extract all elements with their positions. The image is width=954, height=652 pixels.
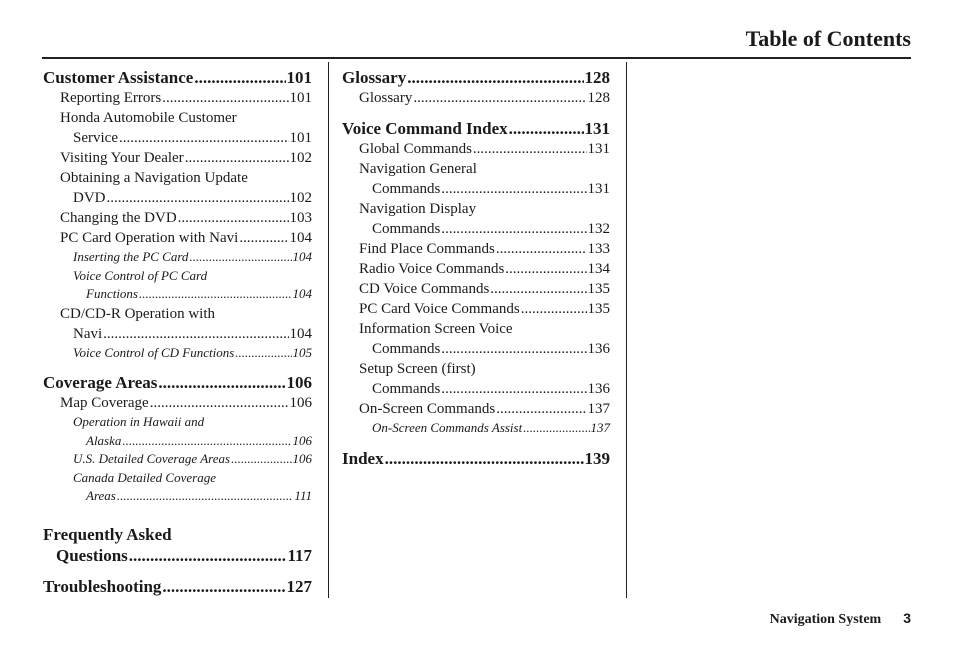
dot-leader: [139, 285, 292, 304]
toc-entry[interactable]: [43, 393, 312, 413]
dot-leader: [441, 379, 586, 399]
dot-leader: [473, 139, 587, 159]
toc-entry-title: Voice Command Index: [342, 119, 508, 138]
dot-leader: [239, 228, 288, 248]
toc-entry-page: 102: [289, 190, 312, 206]
toc-entry-title: Find Place Commands: [359, 241, 495, 257]
dot-leader: [509, 118, 584, 139]
toc-entry[interactable]: [43, 372, 312, 393]
toc-entry-title: Glossary: [359, 90, 413, 106]
dot-leader: [441, 219, 586, 239]
toc-entry-line: CD/CD-R Operation with: [60, 305, 215, 322]
toc-entry-page: 104: [292, 249, 312, 264]
toc-entry-page: 127: [286, 576, 312, 596]
toc-entry-title: Coverage Areas: [43, 373, 158, 392]
toc-entry-page: 131: [587, 181, 610, 197]
dot-leader: [189, 248, 291, 267]
toc-entry-line: Canada Detailed Coverage: [73, 469, 216, 485]
toc-entry[interactable]: [342, 139, 610, 159]
dot-leader: [194, 67, 285, 88]
dot-leader: [150, 393, 289, 413]
toc-entry-title: PC Card Voice Commands: [359, 301, 520, 317]
footer-section: Navigation System: [769, 612, 882, 627]
toc-entry-page: 104: [289, 230, 312, 246]
toc-entry-page: 131: [584, 119, 610, 138]
column-divider-1: [328, 62, 329, 598]
toc-entry-line: Obtaining a Navigation Update: [60, 170, 248, 186]
toc-entry[interactable]: [43, 67, 312, 88]
toc-entry-title: U.S. Detailed Coverage Areas: [73, 451, 231, 466]
toc-entry-page: 104: [292, 286, 312, 301]
toc-entry-page: 132: [587, 221, 610, 237]
toc-entry[interactable]: [342, 279, 610, 299]
toc-entry-title: Index: [342, 448, 384, 468]
dot-leader: [162, 88, 288, 108]
toc-entry[interactable]: [342, 399, 610, 419]
toc-entry-title: Troubleshooting: [43, 576, 162, 596]
toc-column-2: [342, 67, 610, 469]
dot-leader: [117, 487, 294, 506]
toc-entry[interactable]: [342, 67, 610, 88]
toc-entry[interactable]: [43, 88, 312, 108]
dot-leader: [103, 324, 288, 344]
toc-entry-title: Changing the DVD: [60, 210, 177, 226]
toc-entry-page: 136: [587, 341, 610, 357]
toc-entry-title: On-Screen Commands Assist: [372, 420, 523, 435]
toc-entry-page: 139: [584, 448, 610, 468]
toc-entry-title: Reporting Errors: [60, 90, 162, 106]
toc-entry-page: 104: [289, 325, 312, 342]
toc-entry-title: Areas: [86, 488, 116, 503]
toc-entry-line: Operation in Hawaii and: [73, 414, 205, 429]
toc-entry-title: Questions: [56, 545, 128, 565]
toc-entry-page: 106: [289, 395, 312, 411]
toc-entry-page: 101: [289, 130, 312, 146]
dot-leader: [119, 128, 289, 148]
toc-entry-title: DVD: [73, 190, 106, 206]
toc-entry-title: Inserting the PC Card: [73, 249, 189, 264]
toc-entry-page: 135: [587, 281, 610, 297]
toc-column-1: [43, 67, 312, 597]
toc-entry-page: 133: [587, 241, 610, 257]
toc-entry-line: Frequently Asked: [43, 524, 172, 544]
toc-entry[interactable]: [43, 208, 312, 228]
dot-leader: [178, 208, 289, 228]
toc-entry-line: Information Screen Voice: [359, 321, 513, 337]
toc-entry-line: Voice Control of PC Card: [73, 267, 208, 283]
toc-entry-page: 128: [587, 90, 610, 106]
toc-entry-page: 101: [289, 90, 312, 106]
dot-leader: [496, 399, 586, 419]
title-divider: [42, 57, 911, 59]
toc-entry[interactable]: [43, 128, 312, 148]
dot-leader: [441, 179, 586, 199]
toc-entry-page: 106: [292, 451, 312, 466]
toc-entry-page: 106: [292, 432, 312, 448]
toc-entry[interactable]: [342, 259, 610, 279]
toc-entry[interactable]: [43, 248, 312, 267]
toc-entry-title: Customer Assistance: [43, 68, 194, 87]
toc-entry[interactable]: [342, 339, 610, 359]
toc-entry-title: Radio Voice Commands: [359, 261, 505, 277]
dot-leader: [231, 450, 291, 469]
toc-entry-title: Global Commands: [359, 141, 472, 157]
dot-leader: [523, 419, 589, 438]
dot-leader: [413, 88, 586, 108]
toc-entry-title: PC Card Operation with Navi: [60, 230, 239, 246]
toc-entry-title: Commands: [372, 341, 441, 357]
toc-entry-page: 136: [587, 381, 610, 397]
toc-entry-title: Voice Control of CD Functions: [73, 344, 235, 360]
toc-entry[interactable]: [43, 148, 312, 168]
toc-entry-title: Glossary: [342, 68, 407, 87]
toc-entry[interactable]: [43, 432, 312, 451]
dot-leader: [521, 299, 587, 319]
toc-entry-title: Map Coverage: [60, 395, 149, 411]
toc-entry-page: 102: [289, 150, 312, 166]
toc-entry[interactable]: [43, 285, 312, 304]
toc-entry[interactable]: [342, 118, 610, 139]
dot-leader: [441, 339, 586, 359]
toc-entry-line: Honda Automobile Customer: [60, 110, 237, 126]
dot-leader: [162, 576, 285, 597]
toc-entry[interactable]: [342, 379, 610, 399]
toc-entry-page: 103: [289, 210, 312, 226]
toc-entry-title: On-Screen Commands: [359, 401, 496, 417]
toc-entry[interactable]: [342, 239, 610, 259]
dot-leader: [235, 344, 291, 363]
toc-entry[interactable]: [43, 450, 312, 469]
toc-entry[interactable]: [342, 219, 610, 239]
dot-leader: [496, 239, 587, 259]
toc-entry[interactable]: [43, 344, 312, 363]
toc-entry-page: 128: [584, 68, 610, 87]
toc-entry-line: Setup Screen (first): [359, 361, 476, 377]
column-divider-2: [626, 62, 627, 598]
toc-entry-page: 137: [587, 401, 610, 417]
toc-entry[interactable]: [43, 576, 312, 597]
toc-entry[interactable]: [43, 487, 312, 506]
toc-entry-page: 111: [294, 488, 312, 503]
toc-entry-title: Commands: [372, 221, 441, 237]
toc-entry-page: 106: [286, 373, 312, 392]
toc-entry-page: 131: [587, 141, 610, 157]
toc-entry-page: 105: [292, 344, 312, 360]
toc-entry-line: Navigation General: [359, 161, 477, 177]
dot-leader: [185, 148, 289, 168]
toc-entry-page: 137: [590, 420, 610, 435]
toc-entry[interactable]: [43, 188, 312, 208]
toc-entry[interactable]: [342, 448, 610, 469]
toc-entry-page: 101: [286, 68, 312, 87]
toc-entry[interactable]: [43, 545, 312, 566]
dot-leader: [129, 545, 287, 566]
dot-leader: [107, 188, 289, 208]
toc-entry-title: Navi: [73, 325, 103, 342]
dot-leader: [385, 448, 584, 469]
toc-entry[interactable]: [342, 88, 610, 108]
page-number: 3: [903, 610, 911, 626]
toc-entry-title: Service: [73, 130, 118, 146]
toc-entry-title: Commands: [372, 181, 441, 197]
dot-leader: [122, 432, 291, 451]
dot-leader: [407, 67, 583, 88]
toc-entry-page: 134: [587, 261, 610, 277]
toc-entry-title: Visiting Your Dealer: [60, 150, 184, 166]
toc-entry-line: Navigation Display: [359, 201, 477, 217]
dot-leader: [490, 279, 586, 299]
dot-leader: [158, 372, 285, 393]
toc-entry-title: Alaska: [86, 432, 122, 448]
toc-entry-title: CD Voice Commands: [359, 281, 490, 297]
toc-entry-page: 117: [287, 545, 312, 565]
toc-entry[interactable]: [43, 228, 312, 248]
toc-entry-page: 135: [587, 301, 610, 317]
toc-entry-title: Functions: [86, 286, 138, 301]
toc-entry-title: Commands: [372, 381, 441, 397]
page-footer: [770, 610, 911, 628]
page-title: Table of Contents: [745, 26, 911, 51]
toc-entry[interactable]: [342, 419, 610, 438]
toc-entry[interactable]: [43, 324, 312, 344]
toc-entry[interactable]: [342, 299, 610, 319]
dot-leader: [505, 259, 586, 279]
toc-entry[interactable]: [342, 179, 610, 199]
